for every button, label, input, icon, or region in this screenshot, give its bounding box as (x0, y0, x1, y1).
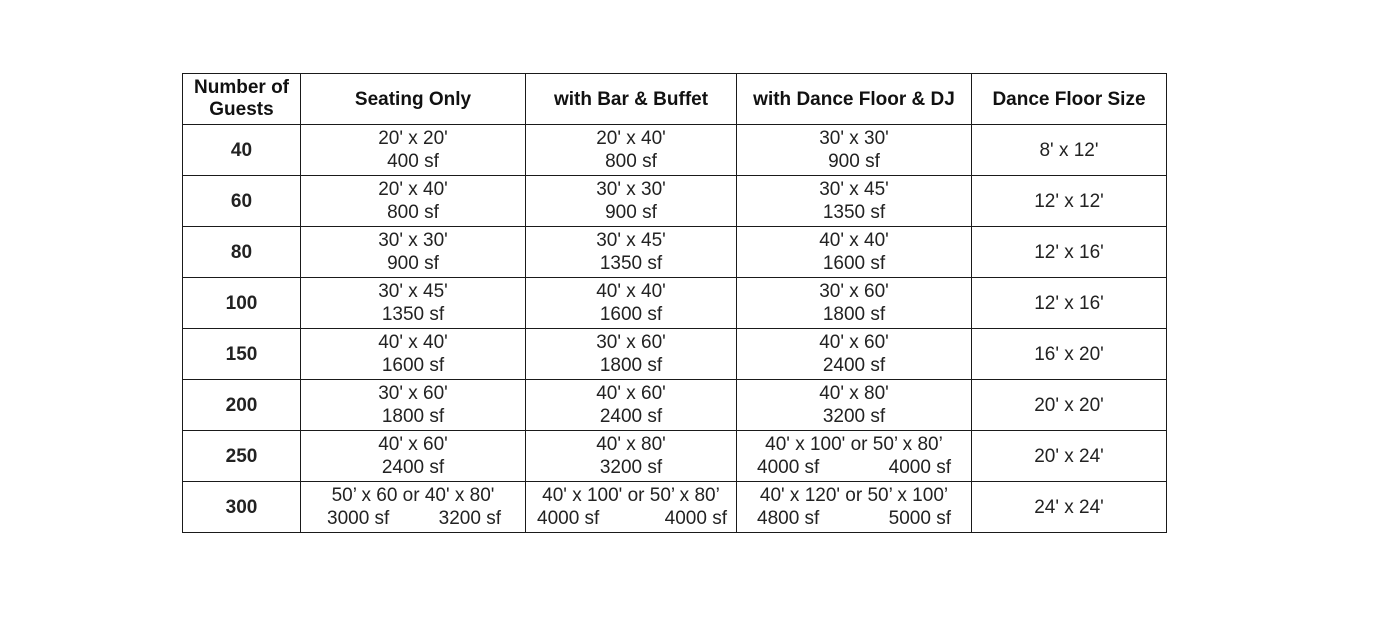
table-row (183, 482, 1167, 533)
table-row (183, 176, 1167, 227)
guests-cell: 250 (183, 431, 301, 482)
guests-cell: 300 (183, 482, 301, 533)
seating-cell (301, 431, 526, 482)
header-number-of-guests: Number of Guests (183, 74, 301, 125)
table-row (183, 125, 1167, 176)
table-row (183, 329, 1167, 380)
area: 1350 sf (599, 253, 663, 274)
floor-size-cell: 20' x 24' (972, 431, 1167, 482)
dance-dj-cell (737, 380, 972, 431)
area: 800 sf (387, 202, 439, 223)
header-dance-floor-size: Dance Floor Size (972, 74, 1167, 125)
area: 1600 sf (599, 304, 663, 325)
dimensions: 30' x 30' (596, 179, 666, 200)
dimensions: 30' x 45' (596, 230, 666, 251)
bar-buffet-cell (526, 329, 737, 380)
dance-dj-cell (737, 125, 972, 176)
dimensions: 30' x 60' (819, 281, 889, 302)
guests-cell: 80 (183, 227, 301, 278)
area-pair (737, 456, 971, 479)
floor-size-cell: 24' x 24' (972, 482, 1167, 533)
dimensions: 40' x 40' (596, 281, 666, 302)
dimensions: 20' x 20' (378, 128, 448, 149)
bar-buffet-cell (526, 482, 737, 533)
bar-buffet-cell (526, 176, 737, 227)
dimensions: 40' x 60' (596, 383, 666, 404)
dimensions: 30' x 30' (378, 230, 448, 251)
area: 900 sf (387, 253, 439, 274)
guests-cell: 200 (183, 380, 301, 431)
area: 900 sf (605, 202, 657, 223)
area: 3200 sf (599, 457, 663, 478)
area-option-b: 3200 sf (438, 508, 501, 529)
dimensions: 30' x 30' (819, 128, 889, 149)
dance-dj-cell (737, 227, 972, 278)
floor-size-cell: 20' x 20' (972, 380, 1167, 431)
floor-size-cell: 16' x 20' (972, 329, 1167, 380)
area: 1800 sf (822, 304, 886, 325)
area-option-a: 4000 sf (757, 457, 820, 478)
dance-dj-cell (737, 482, 972, 533)
dimensions: 40' x 80' (596, 434, 666, 455)
area-option-b: 4000 sf (664, 508, 727, 529)
dance-dj-cell (737, 278, 972, 329)
floor-size-cell: 12' x 16' (972, 278, 1167, 329)
floor-size-cell: 12' x 16' (972, 227, 1167, 278)
dimensions: 30' x 60' (378, 383, 448, 404)
area-pair (526, 507, 736, 530)
guests-cell: 150 (183, 329, 301, 380)
dimensions: 40' x 60' (378, 434, 448, 455)
area-option-b: 4000 sf (888, 457, 951, 478)
dimensions: 40' x 100' or 50’ x 80’ (765, 434, 943, 455)
bar-buffet-cell (526, 380, 737, 431)
area: 2400 sf (822, 355, 886, 376)
header-row (183, 74, 1167, 125)
bar-buffet-cell (526, 431, 737, 482)
floor-size-cell: 8' x 12' (972, 125, 1167, 176)
dimensions: 40' x 120' or 50’ x 100’ (759, 485, 949, 506)
seating-cell (301, 278, 526, 329)
area: 800 sf (605, 151, 657, 172)
seating-cell (301, 482, 526, 533)
dimensions: 50’ x 60 or 40' x 80' (331, 485, 495, 506)
area-option-a: 3000 sf (327, 508, 390, 529)
header-with-bar-buffet: with Bar & Buffet (526, 74, 737, 125)
seating-cell (301, 125, 526, 176)
dimensions: 40' x 60' (819, 332, 889, 353)
area-option-a: 4000 sf (537, 508, 600, 529)
dimensions: 20' x 40' (596, 128, 666, 149)
area-pair (737, 507, 971, 530)
seating-cell (301, 329, 526, 380)
tent-size-table (182, 73, 1167, 533)
floor-size-cell: 12' x 12' (972, 176, 1167, 227)
dimensions: 30' x 45' (378, 281, 448, 302)
table-row (183, 431, 1167, 482)
table-row (183, 278, 1167, 329)
guests-cell: 100 (183, 278, 301, 329)
area: 1350 sf (822, 202, 886, 223)
dimensions: 40' x 80' (819, 383, 889, 404)
bar-buffet-cell (526, 227, 737, 278)
area: 1350 sf (381, 304, 445, 325)
seating-cell (301, 380, 526, 431)
area: 2400 sf (599, 406, 663, 427)
dimensions: 20' x 40' (378, 179, 448, 200)
area-pair (301, 507, 525, 530)
area-option-b: 5000 sf (888, 508, 951, 529)
area: 400 sf (387, 151, 439, 172)
guests-cell: 60 (183, 176, 301, 227)
area: 1600 sf (822, 253, 886, 274)
table-row (183, 380, 1167, 431)
area: 900 sf (828, 151, 880, 172)
bar-buffet-cell (526, 278, 737, 329)
header-with-dance-floor-dj: with Dance Floor & DJ (737, 74, 972, 125)
bar-buffet-cell (526, 125, 737, 176)
dimensions: 40' x 40' (819, 230, 889, 251)
dimensions: 40' x 100' or 50’ x 80’ (542, 485, 720, 506)
area: 3200 sf (822, 406, 886, 427)
area: 1600 sf (381, 355, 445, 376)
dance-dj-cell (737, 329, 972, 380)
dimensions: 30' x 45' (819, 179, 889, 200)
dance-dj-cell (737, 176, 972, 227)
area: 2400 sf (381, 457, 445, 478)
table-row (183, 227, 1167, 278)
seating-cell (301, 227, 526, 278)
area-option-a: 4800 sf (757, 508, 820, 529)
dance-dj-cell (737, 431, 972, 482)
dimensions: 30' x 60' (596, 332, 666, 353)
guests-cell: 40 (183, 125, 301, 176)
area: 1800 sf (599, 355, 663, 376)
dimensions: 40' x 40' (378, 332, 448, 353)
header-seating-only: Seating Only (301, 74, 526, 125)
area: 1800 sf (381, 406, 445, 427)
seating-cell (301, 176, 526, 227)
